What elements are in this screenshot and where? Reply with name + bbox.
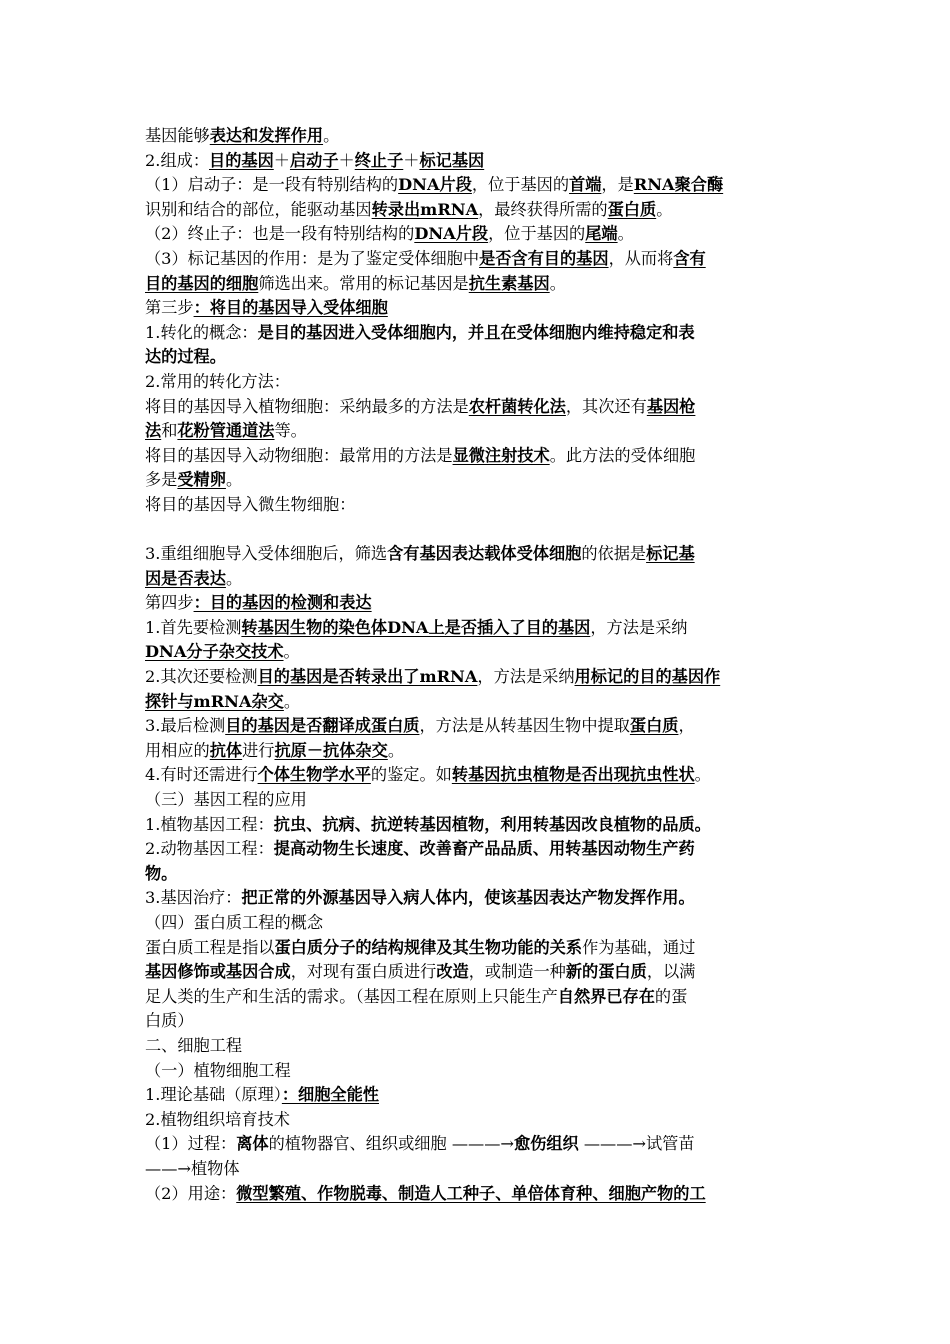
answer-fill: 启动子 bbox=[289, 150, 339, 170]
text-line bbox=[145, 616, 811, 641]
answer-fill: 抗生素基因 bbox=[468, 273, 550, 293]
text-run: 。 bbox=[617, 224, 634, 244]
text-line bbox=[145, 714, 811, 739]
text-run: 。 bbox=[694, 765, 711, 785]
answer-fill: 转基因抗虫植物是否出现抗虫性状 bbox=[451, 765, 695, 785]
text-run: 白质） bbox=[145, 1011, 194, 1031]
text-line bbox=[145, 1083, 811, 1108]
text-line bbox=[145, 1157, 811, 1182]
text-run: ，对现有蛋白质进行 bbox=[290, 962, 437, 982]
text-run: （三）基因工程的应用 bbox=[145, 790, 307, 810]
answer-fill: 农杆菌转化法 bbox=[468, 396, 566, 416]
answer-fill: 微型繁殖、作物脱毒、制造人工种子、单倍体育种、细胞产物的工 bbox=[236, 1183, 706, 1203]
text-run: ——→植物体 bbox=[145, 1158, 240, 1178]
text-run: 多是 bbox=[145, 470, 178, 490]
text-line bbox=[145, 1182, 811, 1207]
text-line bbox=[145, 690, 811, 715]
text-line bbox=[145, 370, 811, 395]
text-run: （3）标记基因的作用：是为了鉴定受体细胞中 bbox=[145, 248, 480, 268]
text-run: 2.组成： bbox=[145, 150, 210, 170]
text-run: （2）终止子：也是一段有特别结构的 bbox=[145, 224, 415, 244]
text-run: ，位于基因的 bbox=[488, 224, 586, 244]
key-term: 是目的基因进入受体细胞内，并且在受体细胞内维持稳定和表 bbox=[257, 322, 695, 342]
text-line bbox=[145, 1108, 811, 1133]
text-run: （四）蛋白质工程的概念 bbox=[145, 913, 324, 932]
text-run: 。 bbox=[283, 642, 300, 662]
answer-fill: 因是否表达 bbox=[145, 568, 226, 588]
answer-fill: 目的基因是否转录出了mRNA bbox=[257, 667, 478, 687]
answer-fill: 法 bbox=[145, 421, 162, 441]
key-term: 提高动物生长速度、改善畜产品品质、用转基因动物生产药 bbox=[273, 839, 695, 859]
text-line bbox=[145, 886, 811, 911]
answer-fill: 花粉管通道法 bbox=[177, 421, 275, 441]
text-run: 将目的基因导入动物细胞：最常用的方法是 bbox=[145, 445, 453, 465]
text-run: 筛选出来。常用的标记基因是 bbox=[258, 273, 469, 293]
text-line bbox=[145, 1009, 811, 1034]
answer-fill: 转基因生物的染色体DNA上是否插入了目的基因 bbox=[241, 617, 591, 637]
answer-fill: 标记基因 bbox=[419, 150, 485, 170]
text-run: 1.理论基础（原理） bbox=[145, 1085, 282, 1105]
text-line bbox=[145, 272, 811, 297]
text-run: 3.重组细胞导入受体细胞后，筛选 bbox=[145, 544, 388, 564]
text-line bbox=[145, 788, 811, 813]
text-run: 1.植物基因工程： bbox=[145, 814, 274, 834]
answer-fill: 目的基因是否翻译成蛋白质 bbox=[225, 716, 420, 736]
text-line bbox=[145, 493, 811, 518]
text-run: 2.常用的转化方法： bbox=[145, 371, 290, 391]
text-line bbox=[145, 173, 811, 198]
text-run: 的鉴定。如 bbox=[370, 765, 452, 785]
text-run: 。 bbox=[225, 470, 243, 490]
text-run: （1）过程： bbox=[145, 1134, 237, 1154]
answer-fill: DNA分子杂交技术 bbox=[145, 642, 284, 662]
answer-fill: 转录出mRNA bbox=[371, 199, 479, 219]
answer-fill: 用标记的目的基因作 bbox=[574, 667, 721, 687]
text-line bbox=[145, 813, 811, 838]
text-run: ，方法是采纳 bbox=[590, 617, 688, 637]
answer-fill: 标记基 bbox=[646, 544, 695, 564]
text-run: 。 bbox=[549, 273, 566, 293]
text-line bbox=[145, 149, 811, 174]
text-run: （1）启动子：是一段有特别结构的 bbox=[145, 175, 399, 195]
text-run: 3.基因治疗： bbox=[145, 888, 242, 908]
answer-fill: 蛋白质 bbox=[607, 199, 657, 219]
text-run: 将目的基因导入植物细胞：采纳最多的方法是 bbox=[145, 396, 469, 416]
answer-fill: 抗体 bbox=[209, 740, 243, 760]
answer-fill: ：将目的基因导入受体细胞 bbox=[193, 298, 388, 318]
answer-fill: 尾端 bbox=[585, 224, 618, 244]
answer-fill: ：细胞全能性 bbox=[281, 1085, 379, 1105]
text-run: ，方法是从转基因生物中提取 bbox=[419, 716, 630, 736]
answer-fill: 含有 bbox=[673, 248, 706, 268]
text-line bbox=[145, 419, 811, 444]
answer-fill: 目的基因的细胞 bbox=[145, 273, 259, 293]
text-run: ，是 bbox=[601, 175, 634, 195]
text-run: 蛋白质工程是指以 bbox=[145, 937, 275, 957]
text-line bbox=[145, 665, 811, 690]
text-run: 。 bbox=[656, 199, 673, 219]
key-term: 达的过程。 bbox=[145, 347, 226, 367]
text-run: ，以满 bbox=[646, 962, 696, 982]
text-run: 第四步 bbox=[145, 593, 194, 613]
key-term: 含有基因表达载体受体细胞 bbox=[387, 544, 582, 564]
key-term: 改造 bbox=[436, 962, 469, 982]
text-run: 4.有时还需进行 bbox=[145, 765, 258, 785]
text-run: 进行 bbox=[242, 740, 275, 760]
text-run: 1.首先要检测 bbox=[145, 617, 242, 637]
text-run: 第三步 bbox=[145, 298, 194, 318]
text-line bbox=[145, 837, 811, 862]
answer-fill: DNA片段 bbox=[414, 224, 489, 244]
text-line bbox=[145, 468, 811, 493]
text-run: （2）用途： bbox=[145, 1183, 237, 1203]
text-run: 1.转化的概念： bbox=[145, 322, 258, 342]
text-run: 的蛋 bbox=[654, 986, 688, 1006]
text-run: 等。 bbox=[274, 421, 307, 441]
answer-fill: 目的基因 bbox=[209, 150, 274, 170]
text-run: 将目的基因导入微生物细胞： bbox=[145, 494, 356, 514]
text-line bbox=[145, 247, 811, 272]
text-line bbox=[145, 542, 811, 567]
text-run: 2.植物组织培育技术 bbox=[145, 1109, 290, 1129]
text-line bbox=[145, 1132, 811, 1157]
text-run: （一）植物细胞工程 bbox=[145, 1060, 291, 1080]
text-run: 作为基础，通过 bbox=[582, 937, 696, 957]
text-run: ，或制造一种 bbox=[468, 962, 566, 982]
text-run: ，其次还有 bbox=[565, 396, 647, 416]
text-run: 3.最后检测 bbox=[145, 716, 226, 736]
text-run: 。 bbox=[387, 740, 404, 760]
key-term: 蛋白质分子的结构规律及其生物功能的关系 bbox=[274, 937, 583, 957]
key-term: 基因修饰或基因合成 bbox=[145, 962, 291, 982]
text-run: ，从而将 bbox=[608, 248, 674, 268]
text-line bbox=[145, 124, 811, 149]
text-run: 用相应的 bbox=[145, 740, 210, 760]
text-run: ，最终获得所需的 bbox=[478, 199, 608, 219]
text-line bbox=[145, 763, 811, 788]
document-body bbox=[145, 124, 811, 1206]
answer-fill: 蛋白质 bbox=[629, 716, 679, 736]
text-run: 识别和结合的部位，能驱动基因 bbox=[145, 199, 372, 219]
answer-fill: 基因枪 bbox=[646, 396, 696, 416]
answer-fill: DNA片段 bbox=[398, 175, 472, 195]
text-run: ———→试管苗 bbox=[578, 1134, 695, 1154]
answer-fill: 首端 bbox=[569, 175, 602, 195]
answer-fill: ：目的基因的检测和表达 bbox=[193, 593, 372, 613]
key-term: 把正常的外源基因导入病人体内，使该基因表达产物发挥作用。 bbox=[241, 888, 695, 908]
text-line bbox=[145, 1034, 811, 1059]
text-run: 。 bbox=[225, 568, 243, 588]
key-term: 物。 bbox=[145, 863, 178, 883]
answer-fill: 抗原－抗体杂交 bbox=[274, 740, 388, 760]
answer-fill: 是否含有目的基因 bbox=[479, 248, 609, 268]
answer-fill: 显微注射技术 bbox=[452, 445, 550, 465]
text-line bbox=[145, 567, 811, 592]
text-run: 和 bbox=[161, 421, 178, 441]
text-line bbox=[145, 960, 811, 985]
text-run: 二、细胞工程 bbox=[145, 1035, 243, 1055]
text-line bbox=[145, 296, 811, 321]
text-line bbox=[145, 739, 811, 764]
text-run: ， bbox=[678, 716, 695, 736]
text-line bbox=[145, 591, 811, 616]
text-run: 足人类的生产和生活的需求。（基因工程在原则上只能生产 bbox=[145, 986, 558, 1006]
text-line bbox=[145, 444, 811, 469]
key-term: 愈伤组织 bbox=[513, 1134, 579, 1154]
answer-fill: 探针与mRNA杂交 bbox=[145, 691, 284, 711]
text-line bbox=[145, 936, 811, 961]
text-run: 。 bbox=[283, 691, 301, 711]
text-line bbox=[145, 395, 811, 420]
answer-fill: RNA聚合酶 bbox=[633, 175, 724, 195]
text-run: 基因能够 bbox=[145, 126, 210, 145]
answer-fill: 受精卵 bbox=[177, 470, 226, 490]
text-line bbox=[145, 640, 811, 665]
text-line bbox=[145, 911, 811, 936]
text-run: ，方法是采纳 bbox=[477, 667, 575, 687]
text-run: 。 bbox=[323, 126, 340, 145]
answer-fill: 个体生物学水平 bbox=[257, 765, 371, 785]
answer-fill: 终止子 bbox=[354, 150, 404, 170]
text-run: ＋ bbox=[338, 150, 355, 170]
key-term: 抗虫、抗病、抗逆转基因植物，利用转基因改良植物的品质。 bbox=[273, 814, 711, 834]
key-term: 新的蛋白质 bbox=[565, 962, 647, 982]
text-line bbox=[145, 985, 811, 1010]
key-term: 离体 bbox=[236, 1134, 269, 1154]
key-term: 自然界已存在 bbox=[557, 986, 655, 1006]
text-line bbox=[145, 518, 811, 543]
text-line bbox=[145, 321, 811, 346]
text-run: ＋ bbox=[403, 150, 420, 170]
text-run: 的依据是 bbox=[581, 544, 647, 564]
text-line bbox=[145, 862, 811, 887]
text-line bbox=[145, 198, 811, 223]
text-run: 。此方法的受体细胞 bbox=[549, 445, 696, 465]
text-run: 2.动物基因工程： bbox=[145, 839, 274, 859]
text-run: 的植物器官、组织或细胞 ———→ bbox=[268, 1134, 514, 1154]
answer-fill: 表达和发挥作用 bbox=[209, 126, 324, 145]
text-line bbox=[145, 1059, 811, 1084]
text-run: ，位于基因的 bbox=[471, 175, 570, 195]
text-line bbox=[145, 222, 811, 247]
text-line bbox=[145, 345, 811, 370]
text-run: 2.其次还要检测 bbox=[145, 667, 258, 687]
text-run: ＋ bbox=[273, 150, 290, 170]
